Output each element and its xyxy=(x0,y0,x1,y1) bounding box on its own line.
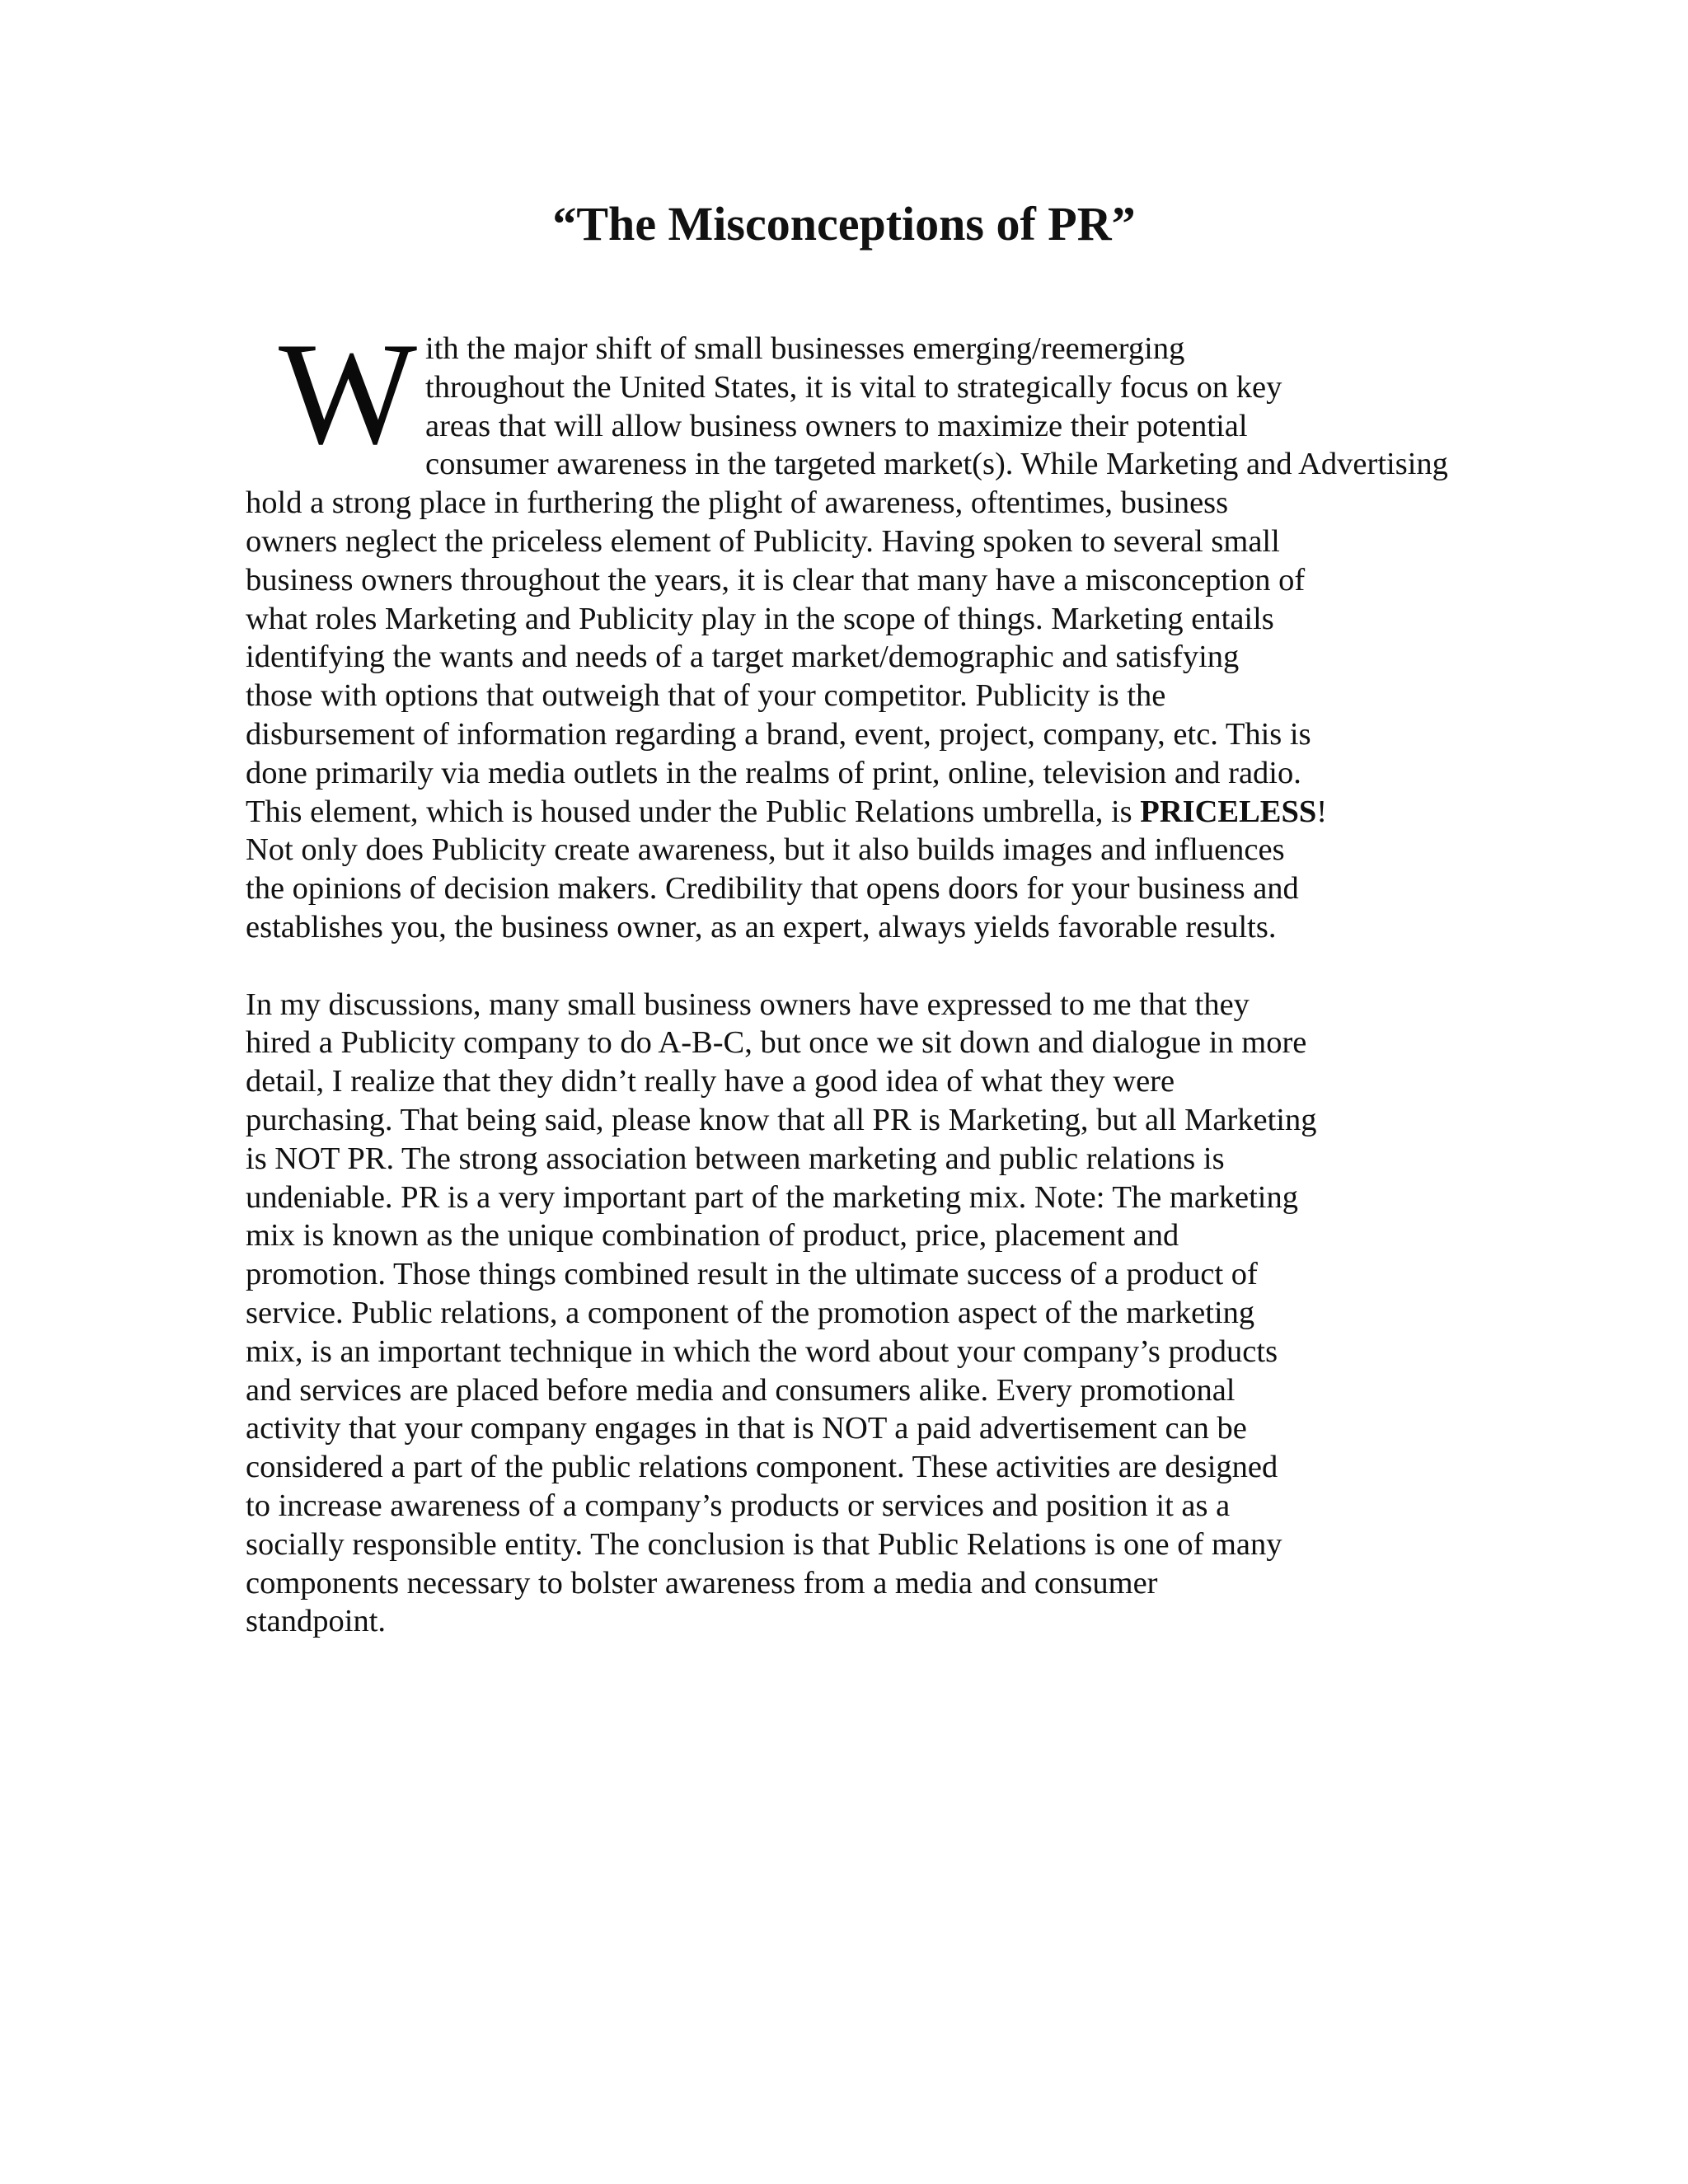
paragraph-2-line: promotion. Those things combined result in the ultimate success of a product of xyxy=(246,1257,1258,1292)
paragraph-2 xyxy=(246,986,1432,1642)
paragraph-2-line: is NOT PR. The strong association between marketing and public relations is xyxy=(246,1141,1225,1176)
paragraph-1-line: identifying the wants and needs of a target market/demographic and satisfying xyxy=(246,640,1240,675)
paragraph-2-line: components necessary to bolster awareness from a media and consumer xyxy=(246,1565,1158,1601)
paragraph-1-line: throughout the United States, it is vital to strategically focus on key xyxy=(425,369,1282,405)
paragraph-2-line: to increase awareness of a company’s products or services and position it as a xyxy=(246,1488,1231,1523)
paragraph-2-line: detail, I realize that they didn’t really have a good idea of what they were xyxy=(246,1064,1175,1099)
paragraph-2-line: In my discussions, many small business owners have expressed to me that they xyxy=(246,987,1250,1022)
paragraph-1-line: business owners throughout the years, it is clear that many have a misconception of xyxy=(246,562,1306,598)
paragraph-1-line: what roles Marketing and Publicity play in the scope of things. Marketing entails xyxy=(246,601,1274,636)
paragraph-1-line: the opinions of decision makers. Credibility that opens doors for your business and xyxy=(246,871,1299,907)
paragraph-2-line: standpoint. xyxy=(246,1604,387,1639)
paragraph-1-line: establishes you, the business owner, as an expert, always yields favorable results. xyxy=(246,909,1277,944)
paragraph-2-line: considered a part of the public relations component. These activities are designed xyxy=(246,1450,1278,1485)
paragraph-1-line: hold a strong place in furthering the plight of awareness, oftentimes, business xyxy=(246,485,1229,521)
paragraph-2-line: socially responsible entity. The conclusion is that Public Relations is one of many xyxy=(246,1526,1282,1562)
paragraph-2-line: service. Public relations, a component of the promotion aspect of the marketing xyxy=(246,1295,1255,1330)
paragraph-1-line: consumer awareness in the targeted market(s). While Marketing and Advertising xyxy=(425,447,1448,482)
paragraph-2-line: hired a Publicity company to do A-B-C, but once we sit down and dialogue in more xyxy=(246,1025,1307,1061)
document-title: “The Misconceptions of PR” xyxy=(552,197,1136,251)
paragraph-1 xyxy=(246,312,1448,947)
document-body xyxy=(246,312,1448,1641)
paragraph-1-line: owners neglect the priceless element of Publicity. Having spoken to several small xyxy=(246,523,1280,559)
paragraph-1-line: ith the major shift of small businesses emerging/reemerging xyxy=(425,331,1185,366)
priceless-line xyxy=(246,793,1432,832)
paragraph-1-line: areas that will allow business owners to maximize their potential xyxy=(425,408,1248,443)
paragraph-1-line: those with options that outweigh that of your competitor. Publicity is the xyxy=(246,678,1166,714)
priceless-line-tail: ! xyxy=(1316,794,1328,829)
paragraph-2-line: mix is known as the unique combination of product, price, placement and xyxy=(246,1218,1179,1254)
paragraph-2-line: purchasing. That being said, please know that all PR is Marketing, but all Marketing xyxy=(246,1102,1317,1137)
paragraph-1-line: Not only does Publicity create awareness, but it also builds images and influences xyxy=(246,832,1285,868)
priceless-line-lead: This element, which is housed under the Public Relations umbrella, is xyxy=(246,794,1141,829)
priceless-emphasis: PRICELESS xyxy=(1140,794,1317,829)
paragraph-1-line: disbursement of information regarding a brand, event, project, company, etc. This is xyxy=(246,716,1311,752)
paragraph-2-line: mix, is an important technique in which the word about your company’s products xyxy=(246,1333,1278,1369)
drop-cap: W xyxy=(279,312,418,475)
paragraph-1-line: done primarily via media outlets in the realms of print, online, television and radio. xyxy=(246,755,1301,790)
paragraph-2-line: activity that your company engages in that is NOT a paid advertisement can be xyxy=(246,1411,1247,1446)
paragraph-2-line: and services are placed before media and consumers alike. Every promotional xyxy=(246,1372,1236,1408)
paragraph-2-line: undeniable. PR is a very important part of the marketing mix. Note: The marketing xyxy=(246,1179,1298,1215)
